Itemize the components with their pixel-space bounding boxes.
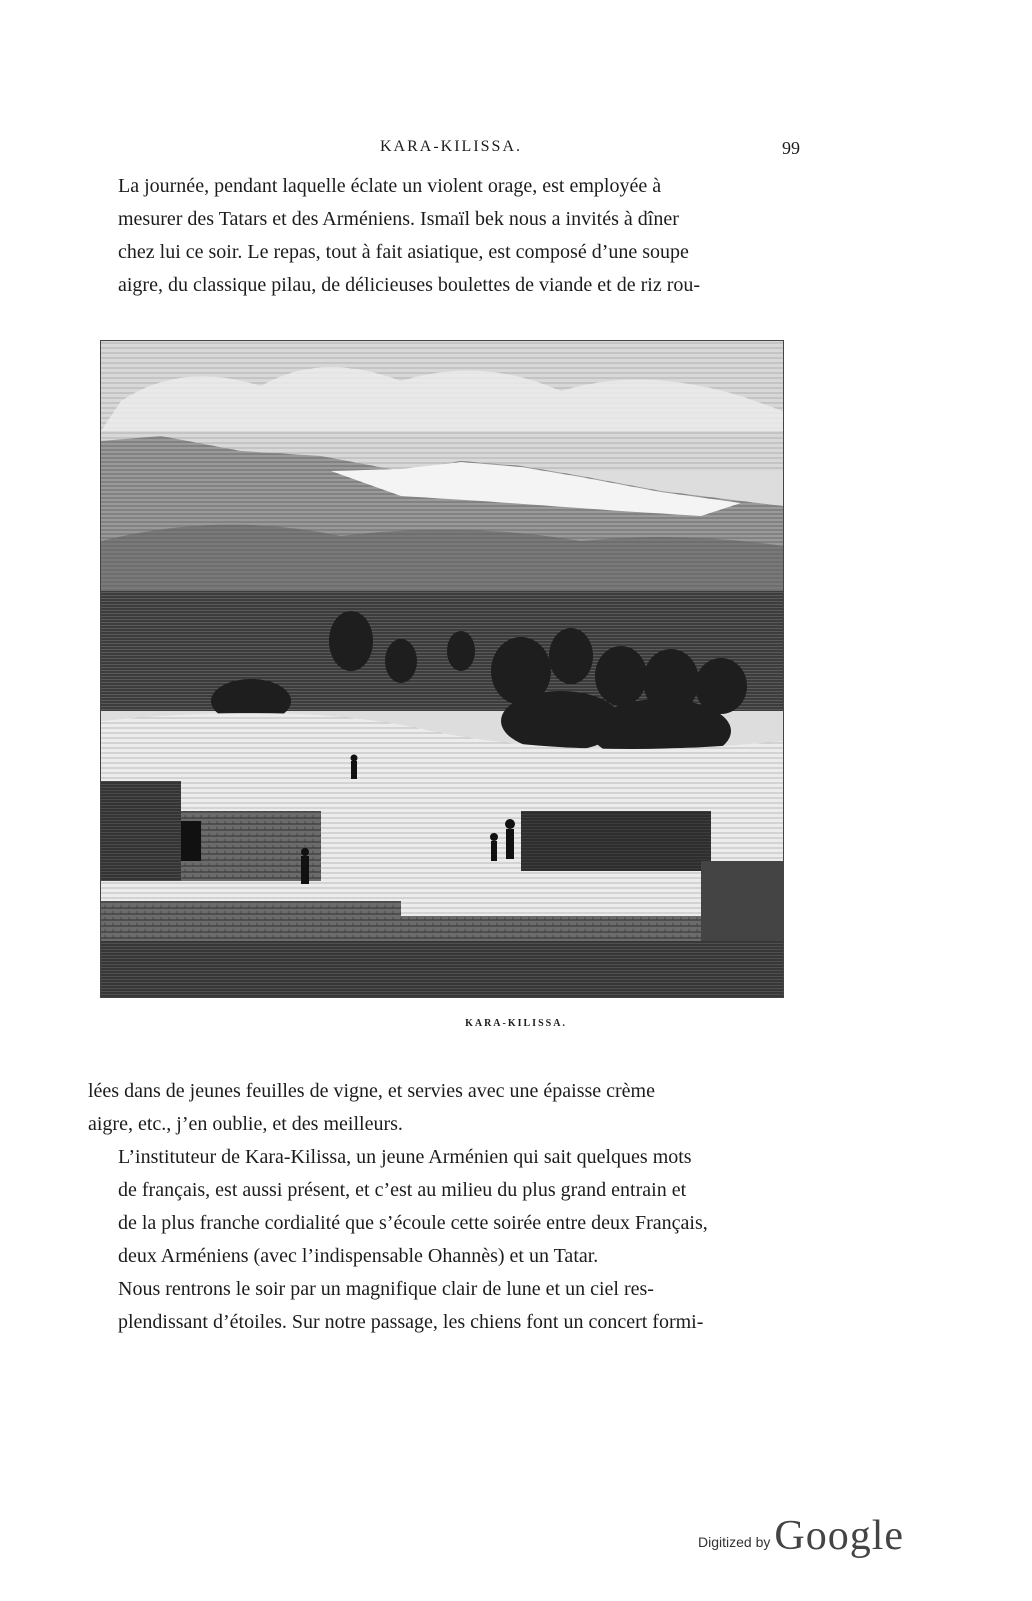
text-line: aigre, du classique pilau, de délicieuses boulettes de viande et de riz rou- <box>118 274 701 296</box>
illustration-caption: KARA-KILISSA. <box>465 1018 567 1029</box>
text-line: chez lui ce soir. Le repas, tout à fait asiatique, est composé d’une soupe <box>118 241 689 263</box>
running-header <box>100 138 800 166</box>
text-line: de français, est aussi présent, et c’est au milieu du plus grand entrain et <box>118 1179 687 1201</box>
text-line: mesurer des Tatars et des Arméniens. Ismaïl bek nous a invités à dîner <box>118 208 679 230</box>
text-line: La journée, pendant laquelle éclate un violent orage, est employée à <box>118 175 662 197</box>
text-line: deux Arméniens (avec l’indispensable Ohannès) et un Tatar. <box>118 1245 599 1267</box>
text-line: de la plus franche cordialité que s’écoule cette soirée entre deux Français, <box>118 1212 708 1234</box>
paragraph-nous-rentrons <box>88 1273 794 1339</box>
text-line: aigre, etc., j’en oublie, et des meilleurs. <box>88 1113 403 1135</box>
paragraph-continued <box>88 1075 794 1141</box>
text-line: Nous rentrons le soir par un magnifique clair de lune et un ciel res- <box>118 1278 654 1300</box>
watermark-prefix: Digitized by <box>698 1534 771 1550</box>
text-line: L’instituteur de Kara-Kilissa, un jeune Arménien qui sait quelques mots <box>118 1146 692 1168</box>
running-title: KARA-KILISSA. <box>380 138 522 155</box>
paragraph-top <box>88 170 794 302</box>
text-line: lées dans de jeunes feuilles de vigne, et servies avec une épaisse crème <box>88 1080 655 1102</box>
engraving-landscape-image <box>101 341 783 997</box>
page-number: 99 <box>782 138 800 158</box>
digitized-by-watermark <box>698 1500 904 1560</box>
engraving-kara-kilissa <box>100 340 784 998</box>
text-line: plendissant d’étoiles. Sur notre passage, les chiens font un concert formi- <box>118 1311 704 1333</box>
google-logo: Google <box>774 1513 905 1559</box>
paragraph-instituteur <box>88 1141 794 1273</box>
